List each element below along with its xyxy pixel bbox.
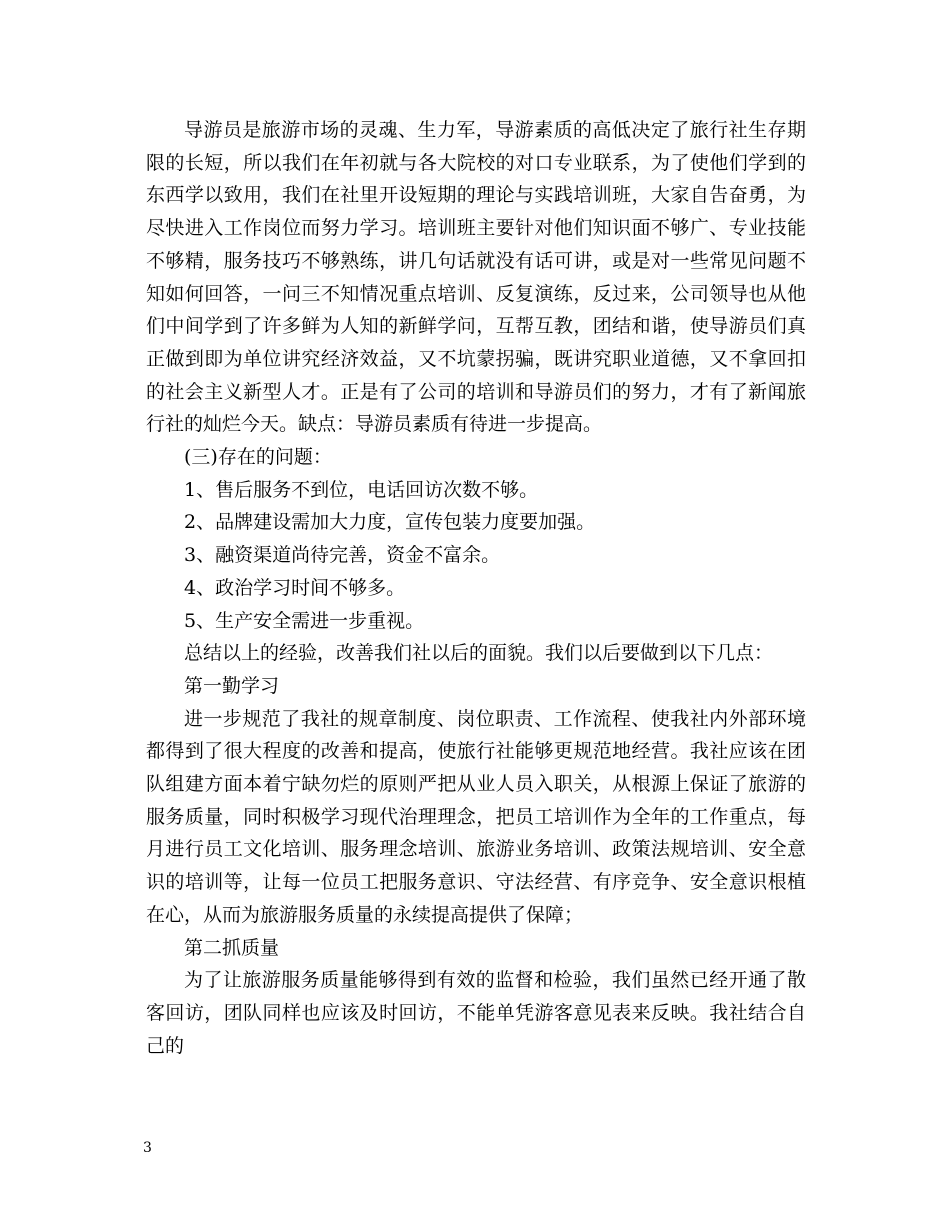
list-item-problem-4: 4、政治学习时间不够多。 xyxy=(184,576,406,599)
paragraph-second-point: 为了让旅游服务质量能够得到有效的监督和检验，我们虽然已经开通了散客回访，团队同样也应该及时回访，不能单凭游客意见表来反映。我社结合自己的 xyxy=(146,969,806,1057)
section-heading-problems: (三)存在的问题： xyxy=(184,446,332,469)
heading-first-point: 第一勤学习 xyxy=(184,674,280,697)
list-item-problem-2: 2、品牌建设需加大力度，宣传包装力度要加强。 xyxy=(184,511,596,534)
heading-second-point: 第二抓质量 xyxy=(184,936,280,959)
paragraph-first-point: 进一步规范了我社的规章制度、岗位职责、工作流程、使我社内外部环境都得到了很大程度的改善和提高，使旅行社能够更规范地经营。我社应该在团队组建方面本着宁缺勿烂的原则严把从业人员入职关，从根源上保证了旅游的服务质量，同时积极学习现代治理理念，把员工培训作为全年的工作重点，每月进行员工文化培训、服务理念培训、旅游业务培训、政策法规培训、安全意识的培训等，让每一位员工把服务意识、守法经营、有序竞争、安全意识根植在心，从而为旅游服务质量的永续提高提供了保障； xyxy=(146,707,806,926)
paragraph-tour-guide-training: 导游员是旅游市场的灵魂、生力军，导游素质的高低决定了旅行社生存期限的长短，所以我们在年初就与各大院校的对口专业联系，为了使他们学到的东西学以致用，我们在社里开设短期的理论与实践培训班，大家自告奋勇，为尽快进入工作岗位而努力学习。培训班主要针对他们知识面不够广、专业技能不够精，服务技巧不够熟练，讲几句话就没有话可讲，或是对一些常见问题不知如何回答，一问三不知情况重点培训、反复演练，反过来，公司领导也从他们中间学到了许多鲜为人知的新鲜学问，互帮互教，团结和谐，使导游员们真正做到即为单位讲究经济效益，又不坑蒙拐骗，既讲究职业道德，又不拿回扣的社会主义新型人才。正是有了公司的培训和导游员们的努力，才有了新闻旅行社的灿烂今天。缺点：导游员素质有待进一步提高。 xyxy=(146,119,806,436)
page-number: 3 xyxy=(143,1140,152,1156)
list-item-problem-1: 1、售后服务不到位，电话回访次数不够。 xyxy=(184,478,539,501)
list-item-problem-3: 3、融资渠道尚待完善，资金不富余。 xyxy=(184,544,501,567)
document-body xyxy=(146,114,806,1062)
paragraph-summary: 总结以上的经验，改善我们社以后的面貌。我们以后要做到以下几点： xyxy=(184,642,774,665)
list-item-problem-5: 5、生产安全需进一步重视。 xyxy=(184,609,425,632)
